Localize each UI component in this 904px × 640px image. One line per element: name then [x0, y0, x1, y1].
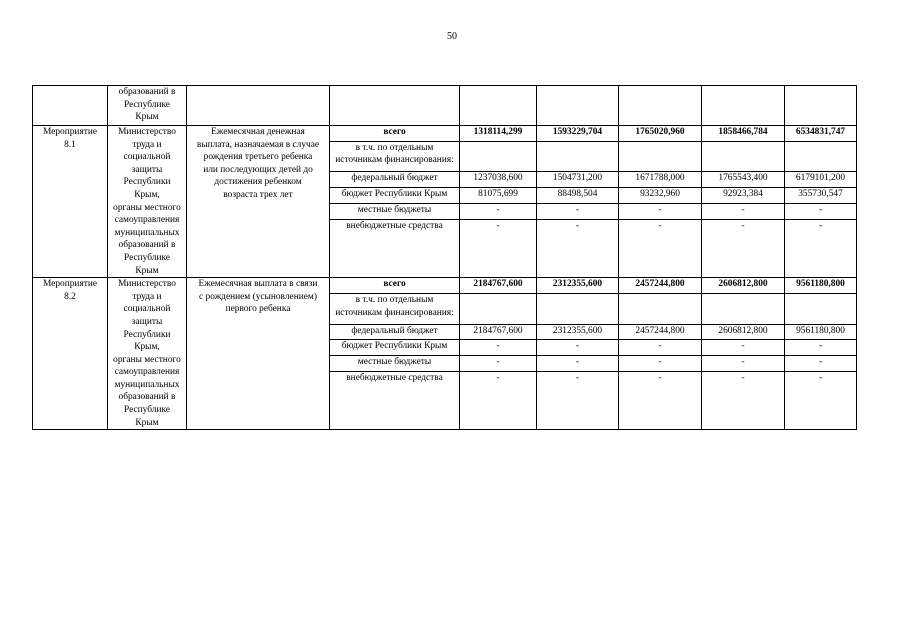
- org-line: Республике: [124, 99, 170, 110]
- value-cell: 92923,384: [702, 188, 785, 204]
- org-line: образований в: [118, 87, 176, 97]
- value-cell: -: [460, 356, 537, 372]
- org-line: Республики: [123, 329, 171, 340]
- value-cell: [619, 86, 702, 126]
- value-cell: [537, 141, 619, 172]
- continuation-row: [33, 86, 857, 126]
- value-cell: 2312355,600: [537, 278, 619, 294]
- value-cell: -: [619, 220, 702, 278]
- value-cell: 2606812,800: [702, 324, 785, 340]
- value-cell: -: [785, 220, 857, 278]
- value-cell: 355730,547: [785, 188, 857, 204]
- value-cell: [460, 86, 537, 126]
- source-label: бюджет Республики Крым: [330, 188, 460, 204]
- org-line: социальной: [123, 304, 171, 315]
- org-line: муниципальных: [114, 227, 180, 238]
- org-line: защиты: [131, 164, 163, 175]
- value-cell: -: [785, 356, 857, 372]
- source-label: местные бюджеты: [330, 204, 460, 220]
- value-cell: -: [785, 340, 857, 356]
- budget-table: [32, 85, 857, 430]
- value-cell: 2457244,800: [619, 324, 702, 340]
- value-cell: 81075,699: [460, 188, 537, 204]
- measure-label: Мероприятие: [42, 127, 98, 137]
- org-line: органы местного: [113, 202, 181, 213]
- org-line: Республике: [124, 252, 170, 263]
- value-cell: 93232,960: [619, 188, 702, 204]
- name-line: выплата, назначаемая в случае: [196, 139, 320, 150]
- org-line: труда и: [132, 139, 162, 150]
- name-cell: [187, 86, 330, 126]
- value-cell: -: [537, 204, 619, 220]
- table-row: [33, 126, 857, 142]
- value-cell: 88498,504: [537, 188, 619, 204]
- measure-cell: [33, 86, 108, 126]
- value-cell: -: [785, 372, 857, 430]
- org-line: Крым,: [134, 342, 160, 353]
- org-cell: [108, 126, 187, 278]
- page-number: 50: [447, 31, 457, 42]
- org-line: труда и: [132, 291, 162, 302]
- value-cell: -: [619, 372, 702, 430]
- source-label: бюджет Республики Крым: [330, 340, 460, 356]
- value-cell: -: [460, 340, 537, 356]
- org-line: муниципальных: [114, 379, 180, 390]
- value-cell: 1593229,704: [537, 126, 619, 142]
- name-line: Ежемесячная денежная: [211, 127, 305, 137]
- org-line: Крым,: [134, 189, 160, 200]
- measure-number: 8.2: [64, 291, 76, 302]
- org-cell: [108, 278, 187, 430]
- org-line: самоуправления: [114, 367, 180, 378]
- name-line: возраста трех лет: [223, 189, 293, 200]
- value-cell: -: [702, 356, 785, 372]
- org-line: Крым: [135, 417, 159, 428]
- source-cell: [330, 86, 460, 126]
- org-line: органы местного: [113, 354, 181, 365]
- value-cell: 1318114,299: [460, 126, 537, 142]
- value-cell: -: [702, 340, 785, 356]
- value-cell: 2457244,800: [619, 278, 702, 294]
- org-line: Министерство: [118, 127, 176, 137]
- org-line: Министерство: [118, 279, 176, 290]
- org-line: самоуправления: [114, 215, 180, 226]
- source-label: федеральный бюджет: [330, 324, 460, 340]
- org-line: Республике: [124, 405, 170, 416]
- value-cell: -: [460, 220, 537, 278]
- value-cell: 6534831,747: [785, 126, 857, 142]
- value-cell: [702, 86, 785, 126]
- value-cell: -: [619, 204, 702, 220]
- value-cell: 1671788,000: [619, 172, 702, 188]
- value-cell: -: [537, 340, 619, 356]
- name-line: с рождением (усыновлением): [199, 291, 317, 302]
- value-cell: 1858466,784: [702, 126, 785, 142]
- value-cell: -: [619, 356, 702, 372]
- value-cell: [702, 141, 785, 172]
- value-cell: [785, 294, 857, 325]
- org-line: образований в: [118, 240, 176, 251]
- value-cell: [460, 294, 537, 325]
- value-cell: -: [460, 372, 537, 430]
- measure-number: 8.1: [64, 139, 76, 150]
- value-cell: [537, 294, 619, 325]
- value-cell: 1237038,600: [460, 172, 537, 188]
- value-cell: -: [785, 204, 857, 220]
- value-cell: [619, 141, 702, 172]
- org-line: Крым: [135, 265, 159, 276]
- value-cell: -: [619, 340, 702, 356]
- value-cell: 9561180,800: [785, 324, 857, 340]
- measure-cell: [33, 126, 108, 278]
- name-cell: [187, 278, 330, 430]
- value-cell: [785, 141, 857, 172]
- value-cell: 2606812,800: [702, 278, 785, 294]
- value-cell: 6179101,200: [785, 172, 857, 188]
- value-cell: -: [702, 372, 785, 430]
- org-line: образований в: [118, 392, 176, 403]
- value-cell: -: [537, 220, 619, 278]
- value-cell: -: [537, 356, 619, 372]
- name-line: первого ребенка: [225, 304, 291, 315]
- name-line: рождения третьего ребенка: [203, 152, 313, 163]
- value-cell: -: [460, 204, 537, 220]
- org-line: Крым: [135, 112, 159, 123]
- source-label: внебюджетные средства: [330, 220, 460, 278]
- value-cell: 2184767,600: [460, 324, 537, 340]
- name-line: Ежемесячная выплата в связи: [198, 279, 318, 290]
- name-cell: [187, 126, 330, 278]
- value-cell: [702, 294, 785, 325]
- value-cell: 1765020,960: [619, 126, 702, 142]
- value-cell: 1765543,400: [702, 172, 785, 188]
- value-cell: -: [702, 204, 785, 220]
- measure-label: Мероприятие: [42, 279, 98, 290]
- value-cell: [785, 86, 857, 126]
- value-cell: 1504731,200: [537, 172, 619, 188]
- source-label: в т.ч. по отдельным источникам финансирования:: [330, 141, 460, 172]
- name-line: или последующих детей до: [203, 164, 313, 175]
- source-total-label: всего: [330, 126, 460, 142]
- source-label: федеральный бюджет: [330, 172, 460, 188]
- table-row: [33, 278, 857, 294]
- name-line: достижения ребенком: [214, 177, 302, 188]
- source-label: местные бюджеты: [330, 356, 460, 372]
- measure-cell: [33, 278, 108, 430]
- value-cell: -: [702, 220, 785, 278]
- source-label: в т.ч. по отдельным источникам финансирования:: [330, 294, 460, 325]
- value-cell: 2312355,600: [537, 324, 619, 340]
- value-cell: [619, 294, 702, 325]
- source-total-label: всего: [330, 278, 460, 294]
- value-cell: -: [537, 372, 619, 430]
- value-cell: 2184767,600: [460, 278, 537, 294]
- org-cell: [108, 86, 187, 126]
- value-cell: 9561180,800: [785, 278, 857, 294]
- org-line: защиты: [131, 316, 163, 327]
- value-cell: [537, 86, 619, 126]
- value-cell: [460, 141, 537, 172]
- org-line: социальной: [123, 152, 171, 163]
- source-label: внебюджетные средства: [330, 372, 460, 430]
- org-line: Республики: [123, 177, 171, 188]
